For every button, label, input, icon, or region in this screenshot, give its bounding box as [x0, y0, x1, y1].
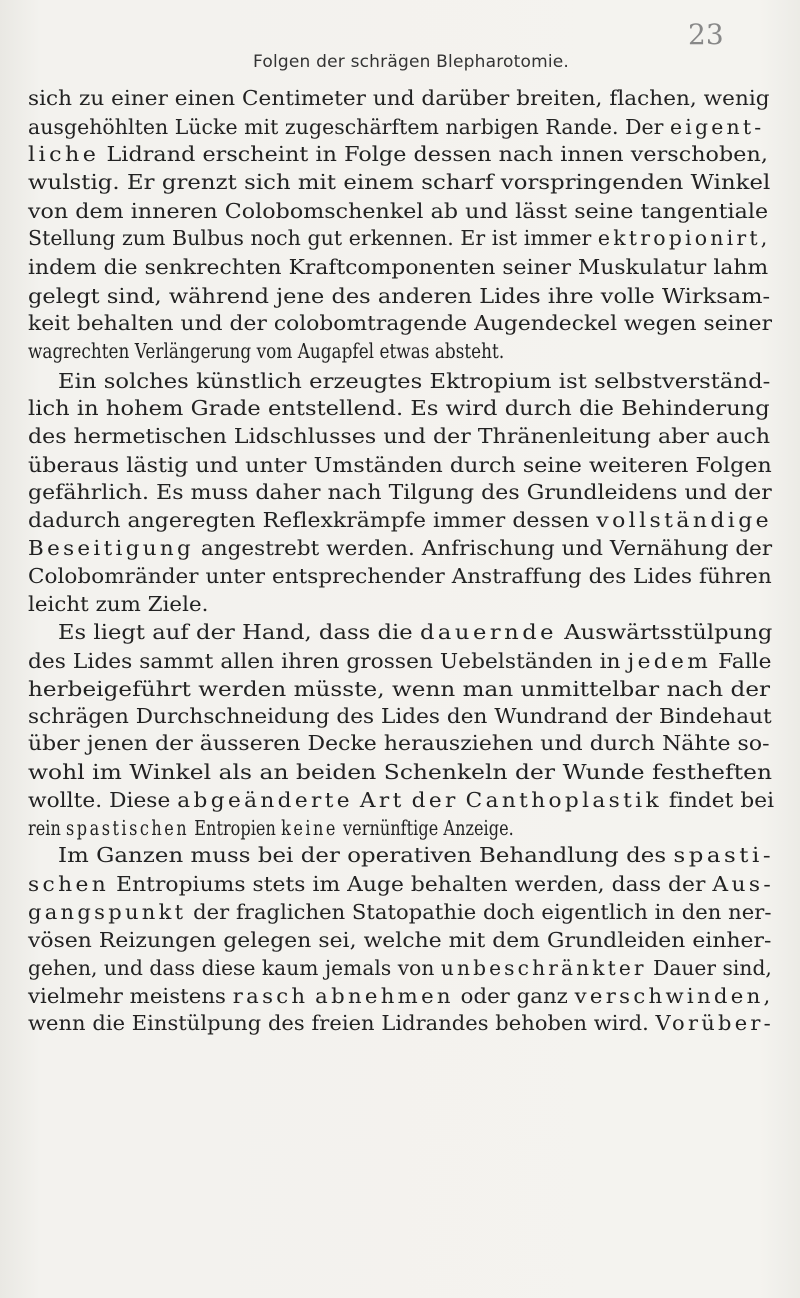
text-line: [28, 172, 770, 193]
emphasized-text: spastischen: [66, 816, 190, 840]
text-line: [28, 679, 770, 700]
text-segment: sich zu einer einen Centimeter und darüber breiten, flachen, wenig: [28, 86, 770, 110]
text-segment: Lidrand erscheint in Folge dessen nach innen verschoben,: [99, 142, 768, 166]
text-segment: Ein solches künstlich erzeugtes Ektropium ist selbstverständ-: [58, 369, 771, 393]
emphasized-text: rasch: [232, 984, 309, 1008]
text-line: [28, 733, 770, 754]
text-line: [28, 510, 772, 531]
text-line: [58, 622, 772, 643]
emphasized-text: Vorüber-: [655, 1011, 775, 1035]
text-line: [28, 902, 772, 923]
emphasized-text: keine: [281, 816, 338, 840]
emphasized-text: liche: [28, 142, 100, 166]
emphasized-text: eigent-: [670, 115, 765, 139]
text-line: [28, 313, 772, 334]
text-line: [28, 986, 774, 1007]
text-segment: findet bei: [661, 788, 775, 812]
text-line: [28, 455, 772, 476]
text-line: [58, 371, 770, 392]
text-line: [28, 398, 770, 419]
text-segment: wohl im Winkel als an beiden Schenkeln der Wunde festheften: [28, 760, 773, 784]
emphasized-text: gangspunkt: [28, 900, 187, 924]
text-line: [28, 538, 772, 559]
text-line: [28, 930, 771, 951]
text-line: [28, 566, 772, 587]
text-line: [28, 341, 504, 362]
text-line: [28, 818, 514, 839]
text-segment: Dauer sind,: [646, 956, 772, 980]
text-segment: Stellung zum Bulbus noch gut erkennen. Er ist immer: [28, 226, 598, 250]
text-line: [28, 651, 772, 672]
text-line: [58, 845, 774, 866]
emphasized-text: der: [411, 788, 459, 812]
text-segment: rein: [28, 816, 67, 840]
text-segment: wulstig. Er grenzt sich mit einem scharf vorspringenden Winkel: [28, 170, 771, 194]
text-segment: indem die senkrechten Kraftcomponenten seiner Muskulatur lahm: [28, 255, 769, 279]
text-segment: Auswärtsstülpung: [557, 620, 773, 644]
text-line: [28, 201, 768, 222]
text-segment: keit behalten und der colobomtragende Augendeckel wegen seiner: [28, 311, 773, 335]
text-line: [28, 144, 768, 165]
text-segment: leicht zum Ziele.: [28, 592, 209, 616]
text-line: [28, 594, 208, 615]
emphasized-text: ektropionirt,: [597, 226, 771, 250]
text-segment: wagrechten Verlängerung vom Augapfel etwas absteht.: [28, 339, 505, 363]
text-segment: lich in hohem Grade entstellend. Es wird durch die Behinderung: [28, 396, 770, 420]
text-line: [28, 482, 772, 503]
emphasized-text: jedem: [627, 649, 712, 673]
emphasized-text: dauernde: [419, 620, 558, 644]
running-header: Folgen der schrägen Blepharotomie.: [253, 52, 570, 72]
text-segment: überaus lästig und unter Umständen durch seine weiteren Folgen: [28, 453, 772, 477]
text-segment: der fraglichen Statopathie doch eigentlich in den ner-: [186, 900, 772, 924]
emphasized-text: Aus-: [712, 872, 775, 896]
text-segment: wollte. Diese: [28, 788, 178, 812]
text-segment: gelegt sind, während jene des anderen Lides ihre volle Wirksam-: [28, 284, 771, 308]
text-segment: des hermetischen Lidschlusses und der Thränenleitung aber auch: [28, 424, 771, 448]
text-segment: des Lides sammt allen ihren grossen Uebelständen in: [28, 649, 628, 673]
text-segment: vösen Reizungen gelegen sei, welche mit dem Grundleiden einher-: [28, 928, 772, 952]
emphasized-text: vollständige: [596, 508, 773, 532]
text-segment: über jenen der äusseren Decke herausziehen und durch Nähte so-: [28, 731, 770, 755]
emphasized-text: unbeschränkter: [440, 956, 647, 980]
text-segment: ausgehöhlten Lücke mit zugeschärftem narbigen Rande. Der: [28, 115, 671, 139]
emphasized-text: schen: [28, 872, 110, 896]
text-segment: Entropien: [189, 816, 282, 840]
emphasized-text: Beseitigung: [28, 536, 195, 560]
text-line: [28, 286, 770, 307]
emphasized-text: Art: [359, 788, 405, 812]
page-number: 23: [688, 18, 724, 51]
emphasized-text: Canthoplastik: [465, 788, 662, 812]
text-segment: wenn die Einstülpung des freien Lidrandes behoben wird.: [28, 1011, 656, 1035]
text-segment: Entropiums stets im Auge behalten werden, dass der: [109, 872, 713, 896]
emphasized-text: abgeänderte: [177, 788, 353, 812]
text-line: [28, 117, 764, 138]
text-segment: vernünftige Anzeige.: [337, 816, 514, 840]
text-line: [28, 706, 772, 727]
text-segment: Falle: [711, 649, 772, 673]
text-segment: gehen, und dass diese kaum jemals von: [28, 956, 441, 980]
text-segment: Im Ganzen muss bei der operativen Behandlung des: [58, 843, 674, 867]
text-segment: gefährlich. Es muss daher nach Tilgung des Grundleidens und der: [28, 480, 772, 504]
text-segment: Es liegt auf der Hand, dass die: [58, 620, 420, 644]
text-line: [28, 1013, 774, 1034]
text-segment: herbeigeführt werden müsste, wenn man unmittelbar nach der: [28, 677, 771, 701]
text-segment: vielmehr meistens: [28, 984, 233, 1008]
text-line: [28, 257, 768, 278]
text-segment: dadurch angeregten Reflexkrämpfe immer dessen: [28, 508, 597, 532]
text-segment: angestrebt werden. Anfrischung und Vernähung der: [194, 536, 773, 560]
text-line: [28, 762, 772, 783]
text-segment: oder ganz: [453, 984, 575, 1008]
emphasized-text: verschwinden,: [574, 984, 774, 1008]
text-segment: Colobomränder unter entsprechender Anstraffung des Lides führen: [28, 564, 772, 588]
text-line: [28, 790, 774, 811]
text-line: [28, 958, 772, 979]
text-line: [28, 874, 774, 895]
text-segment: schrägen Durchschneidung des Lides den Wundrand der Bindehaut: [28, 704, 772, 728]
text-line: [28, 88, 770, 109]
text-segment: von dem inneren Colobomschenkel ab und lässt seine tangentiale: [28, 199, 769, 223]
text-line: [28, 228, 770, 249]
emphasized-text: abnehmen: [315, 984, 454, 1008]
text-segment: [459, 788, 466, 812]
text-line: [28, 426, 770, 447]
text-segment: [353, 788, 360, 812]
emphasized-text: spasti-: [673, 843, 775, 867]
